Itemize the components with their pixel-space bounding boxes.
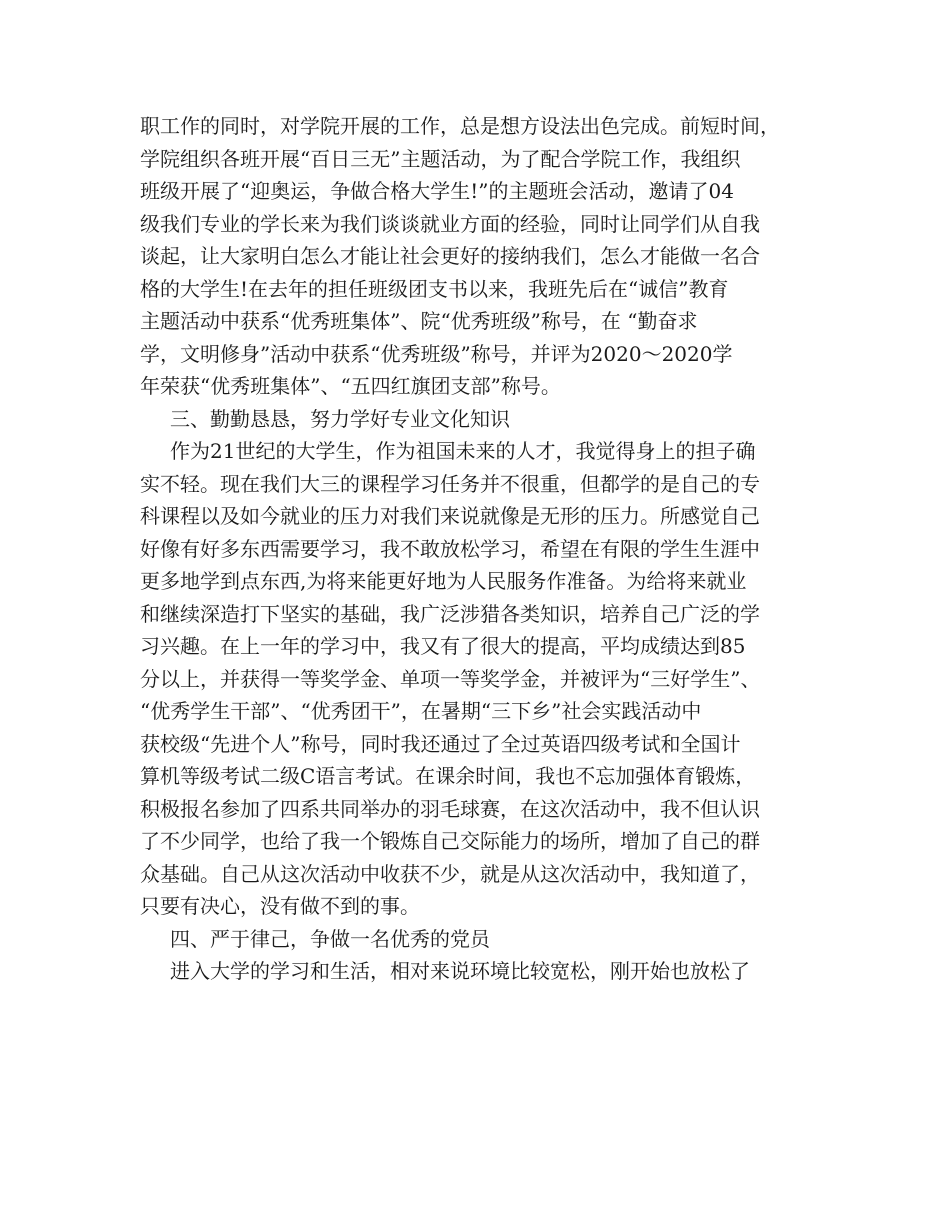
text-line: 和继续深造打下坚实的基础，我广泛涉猎各类知识，培养自己广泛的学 [140,601,760,626]
text-line: 作为21世纪的大学生，作为祖国未来的人才，我觉得身上的担子确 [170,439,756,463]
text-line: 分以上，并获得一等奖学金、单项一等奖学金，并被评为“三好学生”、 [140,666,761,691]
text-line: 积极报名参加了四系共同举办的羽毛球赛，在这次活动中，我不但认识 [140,796,760,821]
text-line: 级我们专业的学长来为我们谈谈就业方面的经验，同时让同学们从自我 [140,211,760,236]
text-line: 学院组织各班开展“百日三无”主题活动，为了配合学院工作，我组织 [140,146,741,171]
text-line: 科课程以及如今就业的压力对我们来说就像是无形的压力。所感觉自己 [140,504,760,528]
text-line: 格的大学生!在去年的担任班级团支书以来，我班先后在“诚信”教育 [140,276,729,301]
text-line: 只要有决心，没有做不到的事。 [140,894,420,918]
document-page [140,110,812,988]
text-line: 三、勤勤恳恳，努力学好专业文化知识 [170,406,510,431]
text-line: 好像有好多东西需要学习，我不敢放松学习，希望在有限的学生生涯中 [140,536,760,561]
text-line: 主题活动中获系“优秀班集体”、院“优秀班级”称号，在 “勤奋求 [140,309,698,333]
text-line: 算机等级考试二级C语言考试。在课余时间，我也不忘加强体育锻炼， [140,764,756,788]
text-line: 职工作的同时，对学院开展的工作，总是想方设法出色完成。前短时间， [140,114,780,138]
text-line: 了不少同学，也给了我一个锻炼自己交际能力的场所，增加了自己的群 [140,829,760,853]
text-line: 四、严于律己，争做一名优秀的党员 [170,926,490,951]
text-line: 实不轻。现在我们大三的课程学习任务并不很重，但都学的是自己的专 [140,471,760,496]
text-line: 更多地学到点东西,为将来能更好地为人民服务作准备。为给将来就业 [140,569,747,593]
text-line: 众基础。自己从这次活动中收获不少，就是从这次活动中，我知道了， [140,861,760,886]
text-line: 班级开展了“迎奥运，争做合格大学生!”的主题班会活动，邀请了04 [140,179,734,203]
text-line: 年荣获“优秀班集体”、“五四红旗团支部”称号。 [140,374,561,398]
text-line: 学，文明修身”活动中获系“优秀班级”称号，并评为2020～2020学 [140,341,733,366]
text-line: 习兴趣。在上一年的学习中，我又有了很大的提高，平均成绩达到85 [140,634,746,658]
text-line: “优秀学生干部”、“优秀团干”，在暑期“三下乡”社会实践活动中 [140,699,702,723]
text-line: 获校级“先进个人”称号，同时我还通过了全过英语四级考试和全国计 [140,731,741,756]
text-line: 谈起，让大家明白怎么才能让社会更好的接纳我们，怎么才能做一名合 [140,244,760,268]
text-line: 进入大学的学习和生活，相对来说环境比较宽松，刚开始也放松了 [170,959,750,983]
